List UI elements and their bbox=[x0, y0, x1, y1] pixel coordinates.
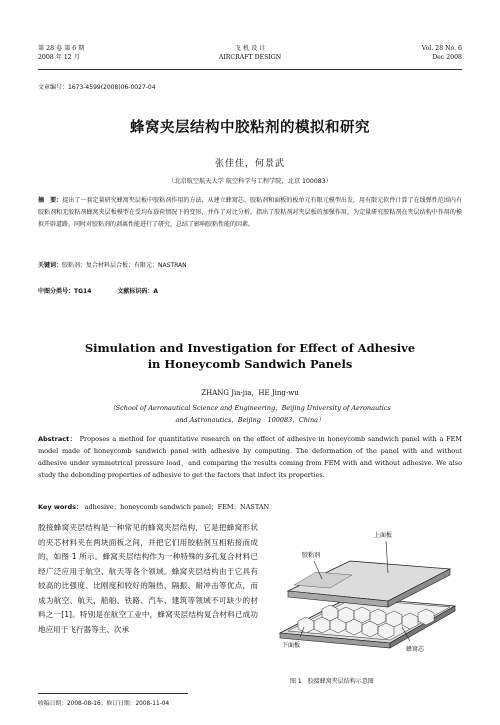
label-adhesive: 胶粘剂 bbox=[302, 552, 321, 559]
keywords-en-label: Key words： bbox=[38, 503, 83, 511]
header-divider bbox=[38, 69, 462, 70]
figure-caption: 图 1 胶接蜂窝夹层结构示意图 bbox=[290, 678, 374, 685]
affiliation-english: （School of Aeronautical Science and Engineering，Beijing University of Aeronautics and Astronautics，Beijing 100083，China） bbox=[109, 404, 391, 424]
footnote-dates: 收稿日期：2008-08-16；修订日期：2008-11-04 bbox=[38, 701, 170, 707]
label-bottom-face: 下面板 bbox=[282, 642, 301, 649]
article-number: 文章编号：1673-4599(2008)06-0027-04 bbox=[38, 84, 156, 91]
keywords-text: 胶粘剂；复合材料层合板；有限元；NASTRAN bbox=[62, 262, 187, 269]
keywords-en-text: adhesive；honeycomb sandwich panel；FEM；NASTAN bbox=[84, 503, 270, 511]
abstract-en-text: Proposes a method for quantitative research on the effect of adhesive in honeycomb sandwich panel with a FEM model made of honeycomb sandwich panel with adhesive by computing. The deformation of the panel with and without adhesive under symmetrical pressure load，and comparing the results coming from FEM with and without adhesive. We also study the debonding properties of adhesive to get the factors that infect its properties. bbox=[38, 435, 462, 479]
abstract-chinese bbox=[38, 195, 462, 231]
label-top-face: 上面板 bbox=[374, 532, 393, 539]
authors-english: ZHANG Jia-jia，HE Jing-wu bbox=[201, 389, 299, 397]
clc-number: 中图分类号：TG14 bbox=[38, 288, 92, 295]
keywords-label: 关键词： bbox=[38, 262, 63, 269]
honeycomb-sandwich-diagram bbox=[270, 521, 462, 661]
label-honeycomb-core: 蜂窝芯 bbox=[406, 646, 425, 653]
title-english: Simulation and Investigation for Effect of Adhesive in Honeycomb Sandwich Panels bbox=[84, 341, 416, 371]
title-chinese: 蜂窝夹层结构中胶粘剂的模拟和研究 bbox=[130, 120, 370, 136]
document-code: 文献标识码：A bbox=[117, 288, 158, 295]
abstract-text: 提出了一套定量研究蜂窝夹层板中胶粘剂作用的方法，从建立蜂窝芯、胶粘剂和面板的板单元有限元模型出发，用有限元软件计算了在线弹性范围内有胶粘剂和无胶粘剂蜂窝夹层板模型在受均布载荷情况下的变形，并作了对比分析，指出了胶粘剂对夹层板的加强作用，为定量研究胶粘剂在夹层结构中作用的模拟开辟道路。同时对胶粘剂的剥离性能进行了研究，总结了影响胶粘性能的因素。 bbox=[38, 197, 462, 228]
abstract-en-label: Abstract： bbox=[38, 435, 77, 443]
abstract-english bbox=[38, 433, 462, 481]
classification-line bbox=[38, 286, 462, 298]
footnote-divider bbox=[38, 693, 188, 694]
figure-1 bbox=[270, 521, 462, 661]
body-text: 胶接蜂窝夹层结构是一种常见的蜂窝夹层结构，它是把蜂窝形状的夹芯材料夹在两块面板之间，并把它们用胶粘剂互相粘接而成的，如图 1 所示。蜂窝夹层结构作为一种特殊的多孔复合材料已经广泛应用于航空、航天等各个领域。蜂窝夹层结构由于它具有较高的比强度、比刚度和较好的隔热、隔振、耐冲击等优点，而成为航空、航天，船舶、铁路、汽车、建筑等领域不可缺少的材料之一[1]。特别是在航空工业中，蜂窝夹层结构复合材料已成功地应用于飞行器等主、次承 bbox=[38, 523, 258, 634]
keywords-chinese bbox=[38, 260, 462, 272]
header-journal-name: 飞 机 设 计 AIRCRAFT DESIGN bbox=[218, 45, 282, 61]
header-volume: 第 28 卷 第 6 期 2008 年 12 月 bbox=[38, 45, 85, 61]
header-volume-en: Vol. 28 No. 6 Dec 2008 bbox=[421, 45, 462, 61]
running-header bbox=[38, 44, 462, 68]
abstract-label: 摘 要： bbox=[38, 197, 63, 204]
keywords-english bbox=[38, 502, 462, 511]
authors-chinese: 张佳佳，何景武 bbox=[214, 159, 285, 169]
affiliation-chinese: （北京航空航天大学 航空科学与工程学院，北京 100083） bbox=[168, 178, 332, 185]
